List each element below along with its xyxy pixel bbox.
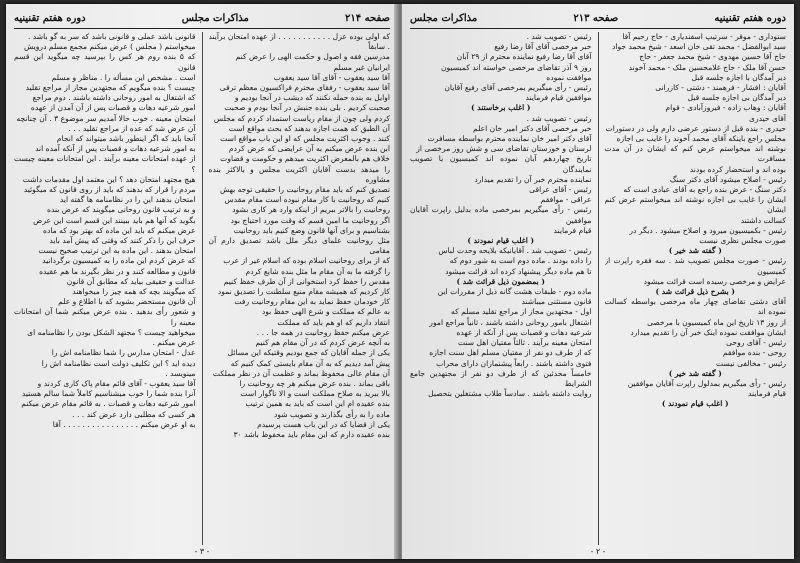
text-line: خامساً محدثین که از طرف دو نفر از مجتهدین جامع الشرایط [410, 368, 592, 388]
text-line: رئیس - رأی میگیریم بمرخصی آقای رفیع آقایان [444, 83, 592, 93]
text-line: نماینده محترم خبر آن را تقدیم میدارد [474, 174, 592, 184]
right-page-columns [410, 32, 786, 545]
text-line: بگوید که آنها هم باید ببینند این قسم است این عرض [33, 215, 196, 225]
text-line: و به ترتیب قانون روحانی میگویند که عرض بنده [47, 205, 196, 215]
text-line: به امور شرعیه دهات و قصبات پس از آنکه آمده اند [35, 144, 196, 154]
text-line: آنرا بنده شما را خوب میشناسیم کاملاً شما سالم هستید [21, 389, 196, 399]
text-column-right [209, 32, 391, 545]
text-line: است . مشخص این مسأله را . مناظر و مسلم [51, 72, 196, 82]
text-line: روحانیت را بالاتر ببریم از اینکه وارد هر کاری بشود [232, 205, 390, 215]
text-line: امتحان بدهند این را در نظامنامه ها گفته اید [59, 195, 196, 205]
page-number: صفحه ۲۱۳ [573, 12, 619, 24]
text-line: ایشان را غایب بی اجازه نوشته اند میخواستم عرض کنم ایشان [604, 195, 786, 215]
text-line: امتحان بدهند . این ماده به این ترتیب صحیح نیست [38, 246, 196, 256]
text-line: عدل - امتحان مدارس را شما نظامنامه اش را [51, 348, 196, 358]
text-line: رئیس - رأی میگیریم بمدلول راپرت آقایان موافقین [627, 378, 786, 388]
text-line: آقا سید یعقوب - رفقای محترم فراکسیون معظم ترقی [219, 83, 390, 93]
page-footer: - ۲ - [590, 547, 606, 556]
text-line: خبر مرخصی آقای آقا رضا رفیع [494, 42, 592, 52]
text-line: آقای آقا رضا رفیع نماینده محترم از ۲۹ آبان [456, 52, 592, 62]
text-line: امتحان معینه . خوب حالا آمدیم سر موضوع ۳ . آن چنانچه [16, 113, 196, 123]
text-line: میخواهید چیست ؟ مجتهد الشکل بودن را نظامنامه ای [27, 327, 196, 337]
text-line: هیچ مجتهد امتحان دهد ؟ این معتمد اول مقدمات داشت [22, 174, 196, 184]
text-line: آن الطبق که همت اجازه بدهند که بحث مواقع است [228, 123, 390, 133]
text-line: ( گفته شد خیر ) [668, 368, 722, 378]
text-line: ( اغلب قیام نمودند ) [661, 399, 729, 409]
text-line: آقا سید یعقوب - آقای آقا سید یعقوب [273, 72, 390, 82]
text-line: بالا ببرید به صلاح مملکت است و الا ناگوار است [240, 389, 390, 399]
text-line: را داده بودند . ماده دوم است به شور دوم که [449, 256, 592, 266]
text-line: آن عرض شد که عده از مراجع تقلید . . . [68, 123, 196, 133]
text-line: عدالت و حقیقی بیاید که مطابق آن قانون [66, 276, 196, 286]
text-line: مقدس را حفظ کرد استخوانی از آن طرف حفظ کنیم [223, 276, 390, 286]
text-line: فتوی داشته باشند . رابعاً پیشنمازان دارای محراب [436, 358, 592, 368]
text-line: که از برای روحانیت اسلام بوده که اسلام غیر از عرب [223, 256, 390, 266]
text-line: رئیس - بکمیسیون میرود و اصلاح میشود . دیگر در [629, 225, 786, 235]
text-line: روحی - بنده موافقم [722, 348, 786, 358]
text-line: ( اغلب قیام نمودند ) [467, 236, 535, 246]
text-line: رئیس - رأی میگیریم بمرخصی ماده بدلیل راپرت آقایان موافقین [410, 205, 592, 225]
text-line: یکی از جمله آقایان که جمع بودیم وقتیکه این مسائل [227, 348, 390, 358]
text-line: را گرفته ما به آن مقام ما مثل بنده شایع کردم [245, 266, 390, 276]
text-line: که عرض کردم این ماده را به کمیسیون برگردانید [42, 256, 196, 266]
text-line: بنده عقیده ام این است که باید به همین ترتیب [245, 399, 390, 409]
text-line: رئیس - اصلاح میشود آقای دکتر سنگ [669, 174, 786, 184]
left-page-header [14, 10, 390, 29]
text-line: که ۵ بنده روم هر کس را بپرسید چه میگوید این قسم قانون [14, 52, 196, 72]
text-line: یکی از قضایا که در این باب هست پرسیدم [257, 419, 390, 429]
text-line: دکتر سنگ - عرض بنده راجع به آقای عبادی است که [623, 185, 786, 195]
text-line: کار خودمان حفظ نماید به این مقام روحانیت رفت [234, 297, 390, 307]
running-title: مذاکرات مجلس [410, 12, 478, 24]
right-page [402, 4, 794, 559]
text-line: دیر آمدگان با اجازه جلسه قبل [691, 72, 786, 82]
text-line: که اولی بوده عزل . . . . . . . . . . . از عهده امتحان برآیند . سابقاً [208, 32, 390, 52]
text-line: مدرسین فقه و اصول و حکمت الهی را عرض کنم [235, 52, 390, 62]
period-label: دوره هفتم تقنینیه [14, 12, 86, 24]
text-line: ایرانیان غیر مسلم [333, 62, 390, 72]
text-line: رئیس - تصویب شد . [526, 32, 592, 41]
text-line: دیده اید ؟ این تکلیف دولت است نظامنامه اش را [41, 358, 196, 368]
text-line: تا هم ماده دیگر پیشنهاد کرده اند قرائت میشود [445, 266, 592, 276]
text-line: آقایان : افشار - فرهمند - دشتی - کازرانی [655, 83, 786, 93]
scanned-book-spread [6, 4, 794, 559]
text-line: که از طرف دو نفر از مفتیان مسلم اهل سنت اجازه [429, 348, 592, 358]
text-line: از روز ۱۳ تاریخ این ماه کمیسیون با مرخصی [647, 317, 786, 327]
text-line: رئیس - صورت مجلس تصویب شد . سه فقره راپرت از کمیسیون [604, 256, 786, 276]
text-line: عرض میکنم حفظ روحانیت در همه جا . . . [256, 327, 390, 337]
text-line: آن قانون مستحضر بشوید که با اطلاع و علم [58, 297, 196, 307]
text-line: آنجا باید که اگر اینطور باشد میتواند که انجام [56, 134, 196, 144]
text-line: صحبت کردیم . بلی بنده جنبش در آنجا بودم و صحبت [224, 103, 390, 113]
text-column-left [410, 32, 592, 545]
column-divider [598, 32, 599, 545]
left-page [6, 4, 398, 559]
text-line: مجلس راجع باینکه آقای محمد آخوند را غایب بی اجازه [616, 134, 786, 144]
text-line: بوده اند و استحضار کرده بودند [689, 164, 786, 174]
text-line: ( بشرح ذیل قرائت شد ) [655, 287, 735, 297]
text-line: کار کردیم که همیشه مقام منیع سلطنت را تصدیق نمود [217, 287, 390, 297]
text-line: اوایل به بنده حمله نکنند که دیشب در آنجا بودیم و [234, 93, 390, 103]
text-line: چیست ؟ بنده میگویم که مجتهدین مجاز از مراجع تقلید [25, 83, 196, 93]
text-line: باقی بماند . بنده عرض میکنم هر چه روحانیت را [239, 378, 390, 388]
text-line: خلاف هم بالمعرض اکثریت میدهم و حکومت و قضاوت [220, 154, 390, 164]
text-line: شرعیه دهات و قصبات پس از آنکه از عهده [456, 327, 592, 337]
text-line: عرض میکنم . [152, 338, 196, 348]
left-page-columns [14, 32, 390, 545]
text-line: آقای دشتی تقاضای چهار ماه مرخصی بواسطه کسالت نموده اند [604, 297, 786, 317]
text-line: ابن بنده عرض میکنم به آن عرایضی که عرض کردم [228, 144, 390, 154]
text-line: کنند . وجوب اکثریت مجلس که او این باب مواقع است [220, 134, 390, 144]
text-line: پیش آمد دیدیم که به آن مقام بایستی کمک کنیم که [230, 358, 390, 368]
text-column-right [605, 32, 787, 545]
text-line: آن مقام عالی محفوظ بماند و عظمت آن در نظر مملکت [212, 368, 390, 378]
text-line: اول - مجتهدین مجاز از مراجع تقلید مسلم که [451, 307, 592, 317]
text-line: قانون مستثنی میباشند [521, 297, 592, 307]
text-line: ( گفته شد خیر ) [668, 246, 722, 256]
text-line: صورت مجلس نظری نیست [699, 236, 786, 246]
text-line: کنیم که روحانیت با کار مقام نبوده است مقام مقدس [224, 195, 390, 205]
text-line: رئیس - تصویب شد . [526, 113, 592, 123]
text-line: ماده را به رأی بگذارند و تصویب شود [273, 409, 390, 419]
page-number: صفحه ۲۱۴ [345, 12, 390, 24]
text-line: عراقی - موافقم [540, 195, 592, 205]
text-line: امور شرعیه دهات و قصبات پس از آن آمدن از عهده [30, 103, 196, 113]
text-line: آقای حیدری [749, 113, 786, 123]
text-line: سید ابوالفضل - محمد تقی خان اسعد - شیخ محمد جواد [611, 42, 786, 52]
text-line: آقا سید یعقوب - آقای قائم مقام پاک کاری کردند و [37, 378, 196, 388]
text-line: لرستان و خوزستان تقاضای سی و شش روز مرخصی از [416, 144, 592, 154]
text-line: دیر آمدگان بی اجازه جلسه قبل [687, 93, 786, 103]
text-line: ( بمضمون ذیل قرائت شد ) [456, 276, 545, 286]
text-line: حاج آقا حسین مهدوی - شیخ محمد جعفر - حاج [639, 52, 786, 62]
text-line: رئیس - آقای روحی [726, 338, 786, 348]
text-line: روایت داشته باشند . سادساً طلاب مشتغلین بتحصیل [428, 389, 592, 399]
text-line: تاریخ چهاردهم آبان نموده اند کمیسیون با تصویب نمایندگان [410, 154, 592, 174]
text-line: حسن آقا ملک - حاج غلامحسین ملک - محمد آخوند [628, 62, 786, 72]
page-footer: - ۳ - [194, 547, 210, 556]
text-line: را میدهد بدست آقایان اکثریت مجلس و بالاکثر بنده مشاوره [208, 164, 390, 184]
text-line: آقایان : وهاب زاده - فیروزآبادی - قوام [665, 103, 786, 113]
text-line: میخواستم ( مجلس ) عرض میکنم مجمع مسلم درویش [23, 42, 196, 52]
text-line: کردم ولی چون از مقام ریاست استمداد کردم که مجلس [213, 113, 390, 123]
text-line: امتحان معینه برآیند . ثالثاً مفتیان اهل سنت [458, 338, 592, 348]
text-line: قیام فرمایند [553, 225, 592, 235]
text-line: مثل روحانیت علمای دیگر ملل باشد تصدیق دارم آن مقامی [208, 236, 390, 256]
period-label: دوره هفتم تقنینیه [714, 12, 786, 24]
text-line: قانون و مطالعه کنند و در نظر بگیرند ما هم عقیده [39, 266, 196, 276]
text-line: نوشته اند میخواستم عرض کنم که ایشان در آن مدت مسافرت [604, 144, 786, 164]
text-line: حرف این را ذکر کنند که وقتی که پیش آمد باید [49, 236, 196, 246]
text-line: عرایض و مرخصی رسیده است قرائت میشود [643, 276, 786, 286]
text-line: بنده عقیده دارم که این مقام باید محفوظ باشد ۳۰ [233, 429, 390, 439]
text-line: از عهده امتحانات معینه برآیند . این امتحانات معینه چیست ؟ [14, 154, 196, 174]
right-page-header [410, 10, 786, 29]
text-line: روز ۹ آذر تقاضای مرخصی خواسته اند کمیسیون [440, 62, 592, 72]
text-line: کسالت داشتند [740, 215, 786, 225]
text-line: به او عرض میکنم . . . . . . . . . . . . . . . . آقا [52, 419, 196, 429]
text-line: رئیس - آقای عراقی [529, 185, 592, 195]
text-line: ماده دوم - طبقات هشت گانه ذیل از مقررات این [437, 287, 592, 297]
text-line: به عالم که مملکت و شرع الهی حفظ بود [261, 307, 390, 317]
text-line: موافقین قیام فرمایند [525, 93, 592, 103]
text-line: مردم را قرار که بدهند که باید از روی قانون که میگوئید [23, 185, 196, 195]
text-line: اگر روحانیت ما امین قسم که وقت مورد احتیاج بود [230, 215, 390, 225]
text-line: حیدری - بنده قبل از دستور عرضی دارم ولی در دستورات [605, 123, 786, 133]
text-line: عرض میکنم که باید این ماده که بهتر بود که ماده [42, 225, 196, 235]
text-line: مینویسد . [165, 368, 196, 378]
text-line: رئیس - تصویب شد . آقایانیکه بلایحه وحدت لباس [438, 246, 592, 256]
text-line: ( اغلب برخاستند ) [471, 103, 531, 113]
text-line: و شعور رأی بدهید . بنده عرض میکنم شما آن امتحانات معینه را [14, 307, 196, 327]
running-title: مذاکرات مجلس [181, 12, 249, 24]
text-line: هر کسی که مطلبی دارد عرض کند . . . [72, 409, 196, 419]
text-line: که اشتغال به امور روحانی داشته باشند . دوم مراجع [32, 93, 196, 103]
text-line: ایشان موافقت نموده اینک خبر آن را تقدیم میدارد [630, 327, 786, 337]
text-line: موافقت نموده [546, 72, 592, 82]
text-line: آقای دکتر امیر خان نماینده محترم بواسطه مسافرت [427, 134, 592, 144]
text-line: تصدیق کنم که باید مقام روحانیت را حقیقی توجه بهش [219, 185, 390, 195]
text-line: رئیس - مخالفی نیست [716, 358, 786, 368]
text-line: خبر مرخصی آقای دکتر امیر خان اعلم [473, 123, 592, 133]
text-line: ستوداری - موقر - سرتیپ اسفندیاری - حاج رحیم آقا [622, 32, 786, 41]
text-line: قیام فرمایند [748, 389, 786, 399]
text-line: بشناسیم و برای آنها قانون وضع کنیم باید روحانیت [233, 225, 390, 235]
text-line: به آنچه عرض کردم که در آن مقام هم کنیم [255, 338, 390, 348]
text-line: که میگویند بچه که همه چیز را میخواهند [72, 287, 196, 297]
text-line: انتقاد داریم که او هم باید که مملکت [277, 317, 390, 327]
text-line: امور شرعیه دهات و قصبات . به قائم مقام عرض میکنم [21, 399, 196, 409]
text-line: قانونی باشد عملی و قانونی باشد که سر به گو باشد . [27, 32, 196, 41]
column-divider [202, 32, 203, 545]
text-line: اشتغال بامور روحانی داشته باشند ، ثانیاً مراجع امور [429, 317, 592, 327]
text-column-left [14, 32, 196, 545]
